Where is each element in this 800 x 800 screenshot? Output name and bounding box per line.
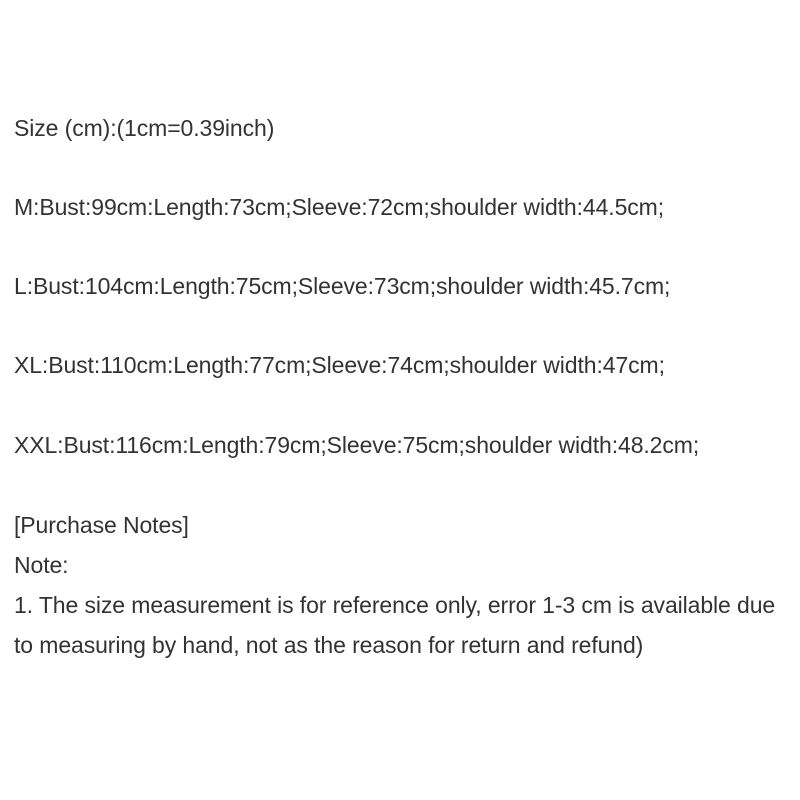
purchase-notes-heading: [Purchase Notes] bbox=[14, 512, 189, 538]
size-row-m: M:Bust:99cm:Length:73cm;Sleeve:72cm;shoulder width:44.5cm; bbox=[14, 194, 665, 220]
note-label: Note: bbox=[14, 552, 69, 578]
note-item-1: 1. The size measurement is for reference only, error 1-3 cm is available due to measuring by hand, not as the reason for return and refund) bbox=[14, 592, 776, 658]
size-heading: Size (cm):(1cm=0.39inch) bbox=[14, 115, 275, 141]
size-row-xxl: XXL:Bust:116cm:Length:79cm;Sleeve:75cm;shoulder width:48.2cm; bbox=[14, 432, 700, 458]
size-row-xl: XL:Bust:110cm:Length:77cm;Sleeve:74cm;shoulder width:47cm; bbox=[14, 352, 665, 378]
size-row-l: L:Bust:104cm:Length:75cm;Sleeve:73cm;shoulder width:45.7cm; bbox=[14, 273, 671, 299]
